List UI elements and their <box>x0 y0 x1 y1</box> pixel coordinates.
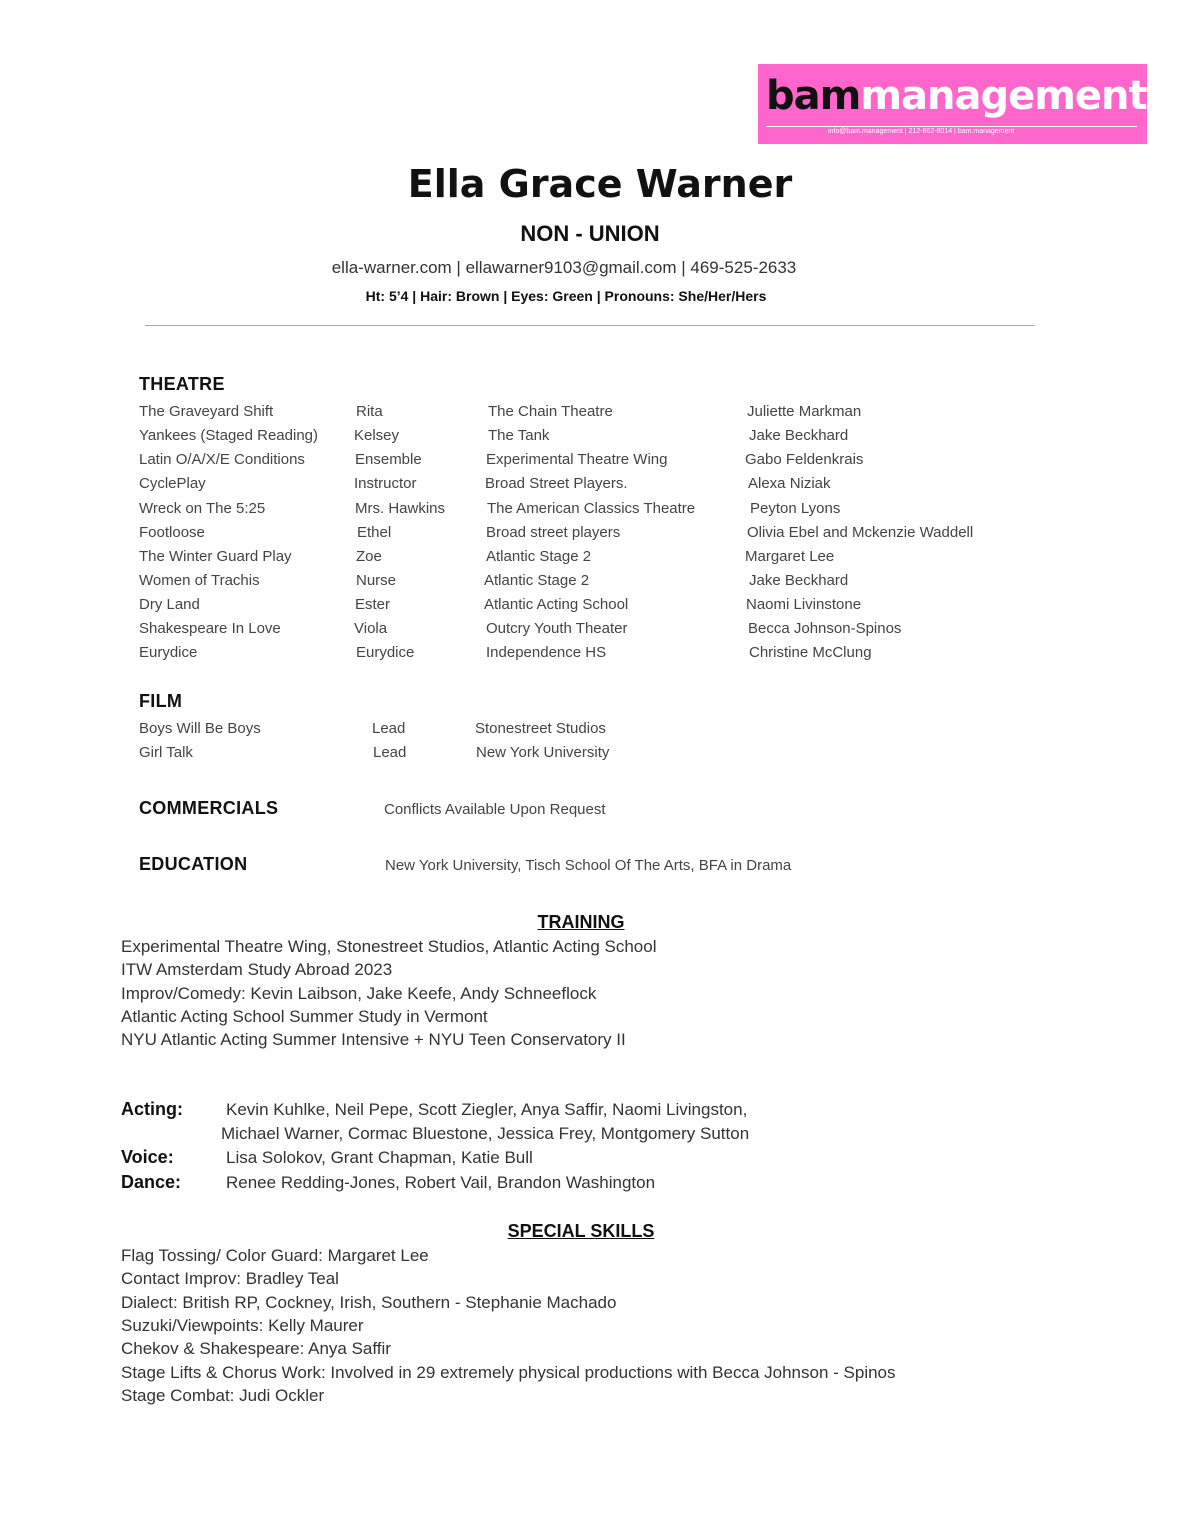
role: Ester <box>355 596 391 613</box>
dance-label: Dance: <box>121 1172 182 1192</box>
role: Viola <box>354 620 388 637</box>
venue: Atlantic Stage 2 <box>486 548 592 565</box>
director: Margaret Lee <box>745 548 835 565</box>
physical-stats: Ht: 5’4 | Hair: Brown | Eyes: Green | Pronouns: She/Her/Hers <box>365 288 767 304</box>
venue: The American Classics Theatre <box>487 500 696 517</box>
voice-teachers: Lisa Solokov, Grant Chapman, Katie Bull <box>226 1148 533 1167</box>
film-title: Boys Will Be Boys <box>139 720 261 737</box>
film-heading: FILM <box>139 691 183 711</box>
director: Gabo Feldenkrais <box>745 451 864 468</box>
actor-name: Ella Grace Warner <box>407 162 793 206</box>
theatre-heading: THEATRE <box>139 374 225 394</box>
show-title: Shakespeare In Love <box>139 620 281 637</box>
show-title: Latin O/A/X/E Conditions <box>139 451 305 468</box>
director: Christine McClung <box>749 644 872 661</box>
director: Peyton Lyons <box>750 500 841 517</box>
show-title: The Graveyard Shift <box>139 403 274 420</box>
logo-wordmark <box>766 70 1147 122</box>
venue: Independence HS <box>486 644 607 661</box>
training-item: NYU Atlantic Acting Summer Intensive + NYU Teen Conservatory II <box>121 1030 626 1049</box>
show-title: Women of Trachis <box>139 572 260 589</box>
contact-info: ella-warner.com | ellawarner9103@gmail.com | 469-525-2633 <box>331 258 797 277</box>
commercials-text: Conflicts Available Upon Request <box>384 801 606 818</box>
show-title: Eurydice <box>139 644 198 661</box>
venue: The Tank <box>488 427 550 444</box>
bam-management-logo <box>758 64 1147 144</box>
education-heading: EDUCATION <box>139 854 248 874</box>
skill-item: Stage Lifts & Chorus Work: Involved in 29 extremely physical productions with Becca Johnson - Spinos <box>121 1363 896 1382</box>
director: Alexa Niziak <box>748 475 831 492</box>
role: Instructor <box>354 475 417 492</box>
voice-label: Voice: <box>121 1147 174 1167</box>
skill-item: Dialect: British RP, Cockney, Irish, Southern - Stephanie Machado <box>121 1293 617 1312</box>
role: Ethel <box>357 524 392 541</box>
role: Ensemble <box>355 451 422 468</box>
show-title: Yankees (Staged Reading) <box>139 427 319 444</box>
training-heading: TRAINING <box>537 912 625 932</box>
dance-teachers: Renee Redding-Jones, Robert Vail, Brandon Washington <box>226 1173 656 1192</box>
venue: Experimental Theatre Wing <box>486 451 668 468</box>
film-production: Stonestreet Studios <box>475 720 606 737</box>
film-title: Girl Talk <box>139 744 193 761</box>
skill-item: Flag Tossing/ Color Guard: Margaret Lee <box>121 1246 429 1265</box>
logo-bam-text: bam <box>766 73 861 119</box>
training-item: Atlantic Acting School Summer Study in Vermont <box>121 1007 488 1026</box>
logo-management-text: management <box>860 73 1147 119</box>
acting-teachers-continued: Michael Warner, Cormac Bluestone, Jessica Frey, Montgomery Sutton <box>221 1124 750 1143</box>
film-role: Lead <box>373 744 407 761</box>
venue: Atlantic Stage 2 <box>484 572 590 589</box>
director: Jake Beckhard <box>749 427 849 444</box>
role: Nurse <box>356 572 397 589</box>
venue: Broad Street Players. <box>485 475 628 492</box>
header-divider <box>145 325 1035 326</box>
show-title: Footloose <box>139 524 205 541</box>
show-title: The Winter Guard Play <box>139 548 292 565</box>
role: Eurydice <box>356 644 415 661</box>
commercials-heading: COMMERCIALS <box>139 798 279 818</box>
logo-contact-line: info@bam.management | 212-662-8014 | bam.management <box>828 128 1015 135</box>
skill-item: Suzuki/Viewpoints: Kelly Maurer <box>121 1316 364 1335</box>
skill-item: Stage Combat: Judi Ockler <box>121 1386 325 1405</box>
director: Naomi Livinstone <box>746 596 862 613</box>
director: Olivia Ebel and Mckenzie Waddell <box>747 524 974 541</box>
film-production: New York University <box>476 744 610 761</box>
show-title: CyclePlay <box>139 475 206 492</box>
venue: Atlantic Acting School <box>484 596 629 613</box>
venue: Outcry Youth Theater <box>486 620 628 637</box>
director: Jake Beckhard <box>749 572 849 589</box>
show-title: Dry Land <box>139 596 200 613</box>
show-title: Wreck on The 5:25 <box>139 500 266 517</box>
education-text: New York University, Tisch School Of The Arts, BFA in Drama <box>385 857 792 874</box>
role: Zoe <box>356 548 382 565</box>
acting-label: Acting: <box>121 1099 183 1119</box>
acting-teachers: Kevin Kuhlke, Neil Pepe, Scott Ziegler, Anya Saffir, Naomi Livingston, <box>226 1100 748 1119</box>
training-item: Improv/Comedy: Kevin Laibson, Jake Keefe, Andy Schneeflock <box>121 984 597 1003</box>
skill-item: Contact Improv: Bradley Teal <box>121 1269 339 1288</box>
special-skills-heading: SPECIAL SKILLS <box>507 1221 655 1241</box>
training-item: Experimental Theatre Wing, Stonestreet Studios, Atlantic Acting School <box>121 937 657 956</box>
logo-divider <box>766 126 1137 127</box>
union-status: NON - UNION <box>520 221 660 246</box>
director: Becca Johnson-Spinos <box>748 620 902 637</box>
role: Rita <box>356 403 383 420</box>
venue: The Chain Theatre <box>488 403 613 420</box>
director: Juliette Markman <box>747 403 862 420</box>
venue: Broad street players <box>486 524 621 541</box>
training-item: ITW Amsterdam Study Abroad 2023 <box>121 960 393 979</box>
skill-item: Chekov & Shakespeare: Anya Saffir <box>121 1339 391 1358</box>
film-role: Lead <box>372 720 406 737</box>
role: Mrs. Hawkins <box>355 500 446 517</box>
role: Kelsey <box>354 427 400 444</box>
